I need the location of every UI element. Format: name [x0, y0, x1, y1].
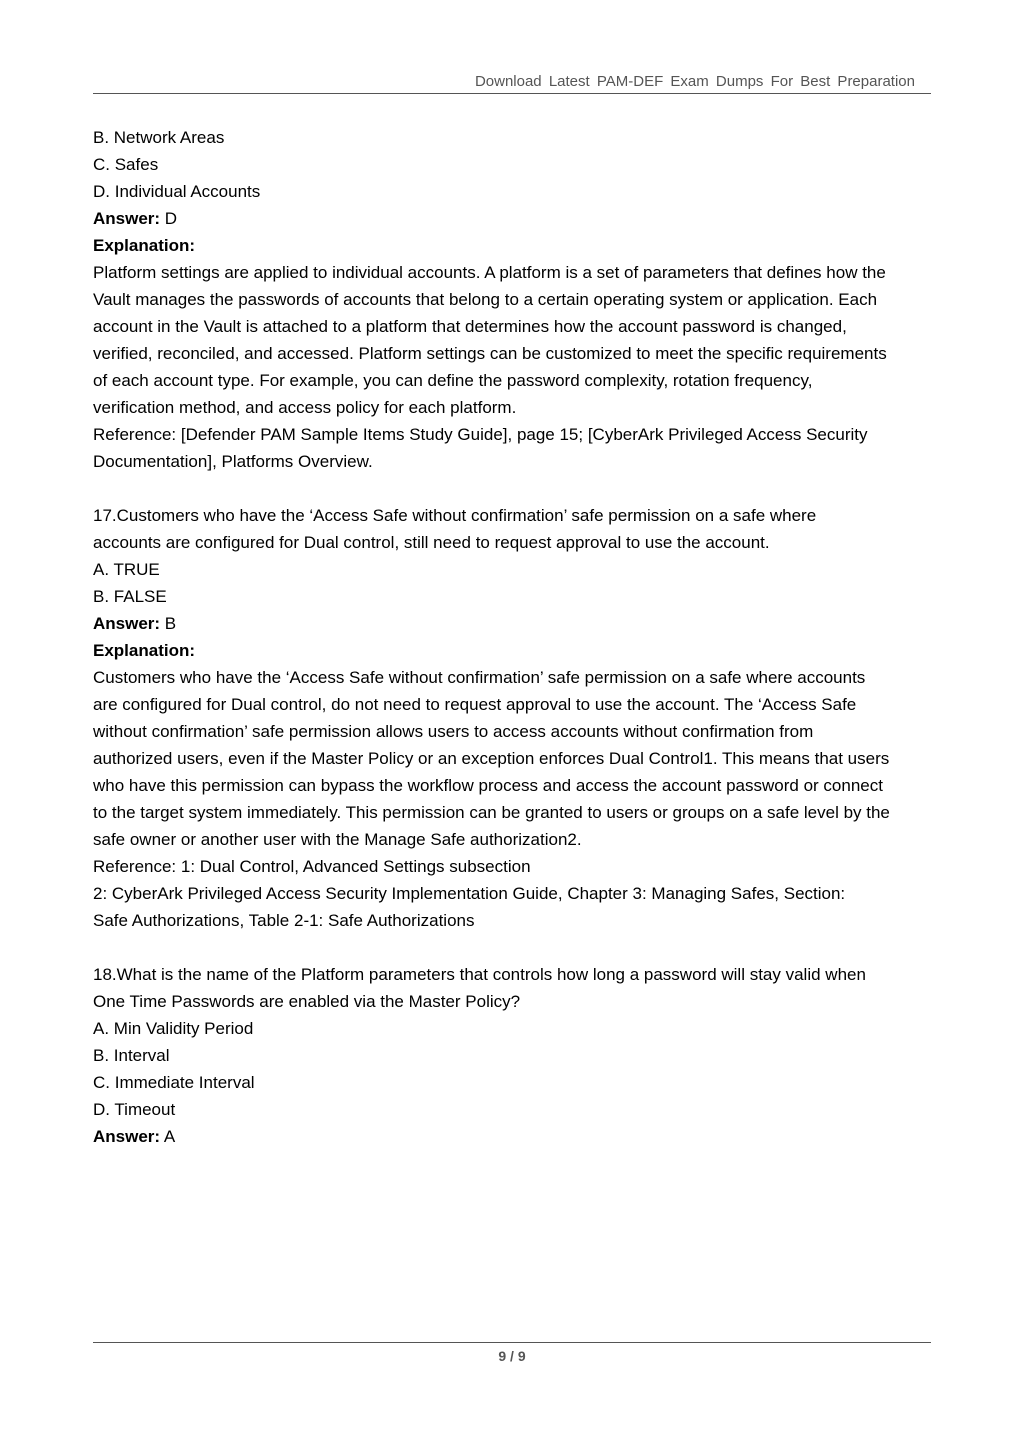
explanation-line: verification method, and access policy for each platform.	[93, 398, 517, 417]
header-text: Download Latest PAM-DEF Exam Dumps For Best Preparation	[474, 73, 915, 90]
reference-line: Reference: 1: Dual Control, Advanced Settings subsection	[93, 857, 531, 876]
reference-line: 2: CyberArk Privileged Access Security Implementation Guide, Chapter 3: Managing Safes, Section:	[93, 884, 846, 903]
reference-line: Safe Authorizations, Table 2-1: Safe Authorizations	[93, 911, 475, 930]
answer-label: Answer:	[93, 209, 161, 228]
q17-explanation-label: Explanation:	[93, 641, 196, 660]
q18-option-c: C. Immediate Interval	[93, 1073, 255, 1092]
explanation-line: Customers who have the ‘Access Safe without confirmation’ safe permission on a safe where accounts	[93, 668, 866, 687]
q16-option-d: D. Individual Accounts	[93, 182, 261, 201]
explanation-line: of each account type. For example, you can define the password complexity, rotation frequency,	[93, 371, 813, 390]
explanation-line: verified, reconciled, and accessed. Platform settings can be customized to meet the specific requirements	[93, 344, 887, 363]
answer-value: B	[160, 614, 177, 633]
reference-line: Documentation], Platforms Overview.	[93, 452, 373, 471]
paragraph-gap	[93, 475, 938, 502]
q18-option-a: A. Min Validity Period	[93, 1019, 254, 1038]
q17-option-b: B. FALSE	[93, 587, 167, 606]
explanation-line: who have this permission can bypass the workflow process and access the account password or connect	[93, 776, 883, 795]
explanation-line: Vault manages the passwords of accounts that belong to a certain operating system or application. Each	[93, 290, 878, 309]
answer-label: Answer:	[93, 1127, 161, 1146]
q18-question-line: 18.What is the name of the Platform parameters that controls how long a password will stay valid when	[93, 965, 866, 984]
page-content	[93, 124, 938, 1150]
q17-question-line: accounts are configured for Dual control, still need to request approval to use the account.	[93, 533, 770, 552]
q17-answer	[93, 610, 938, 637]
reference-line: Reference: [Defender PAM Sample Items Study Guide], page 15; [CyberArk Privileged Access Security	[93, 425, 868, 444]
explanation-line: are configured for Dual control, do not need to request approval to use the account. The ‘Access Safe	[93, 695, 857, 714]
q18-option-d: D. Timeout	[93, 1100, 176, 1119]
q18-option-b: B. Interval	[93, 1046, 170, 1065]
q16-option-c: C. Safes	[93, 155, 159, 174]
q18-answer	[93, 1123, 938, 1150]
q16-option-b: B. Network Areas	[93, 128, 225, 147]
q17-option-a: A. TRUE	[93, 560, 160, 579]
q18-question-line: One Time Passwords are enabled via the Master Policy?	[93, 992, 521, 1011]
explanation-line: account in the Vault is attached to a platform that determines how the account password is changed,	[93, 317, 847, 336]
q17-question-line: 17.Customers who have the ‘Access Safe without confirmation’ safe permission on a safe where	[93, 506, 817, 525]
explanation-line: to the target system immediately. This permission can be granted to users or groups on a safe level by the	[93, 803, 890, 822]
q16-answer	[93, 205, 938, 232]
answer-value: A	[160, 1127, 176, 1146]
answer-label: Answer:	[93, 614, 161, 633]
page-header	[93, 73, 931, 94]
explanation-line: Platform settings are applied to individual accounts. A platform is a set of parameters that defines how the	[93, 263, 886, 282]
page-footer	[93, 1342, 931, 1364]
explanation-line: safe owner or another user with the Manage Safe authorization2.	[93, 830, 582, 849]
paragraph-gap	[93, 934, 938, 961]
answer-value: D	[160, 209, 178, 228]
explanation-line: authorized users, even if the Master Policy or an exception enforces Dual Control1. This means that users	[93, 749, 890, 768]
explanation-line: without confirmation’ safe permission allows users to access accounts without confirmation from	[93, 722, 814, 741]
page-number: 9 / 9	[498, 1348, 526, 1364]
q16-explanation-label: Explanation:	[93, 236, 196, 255]
